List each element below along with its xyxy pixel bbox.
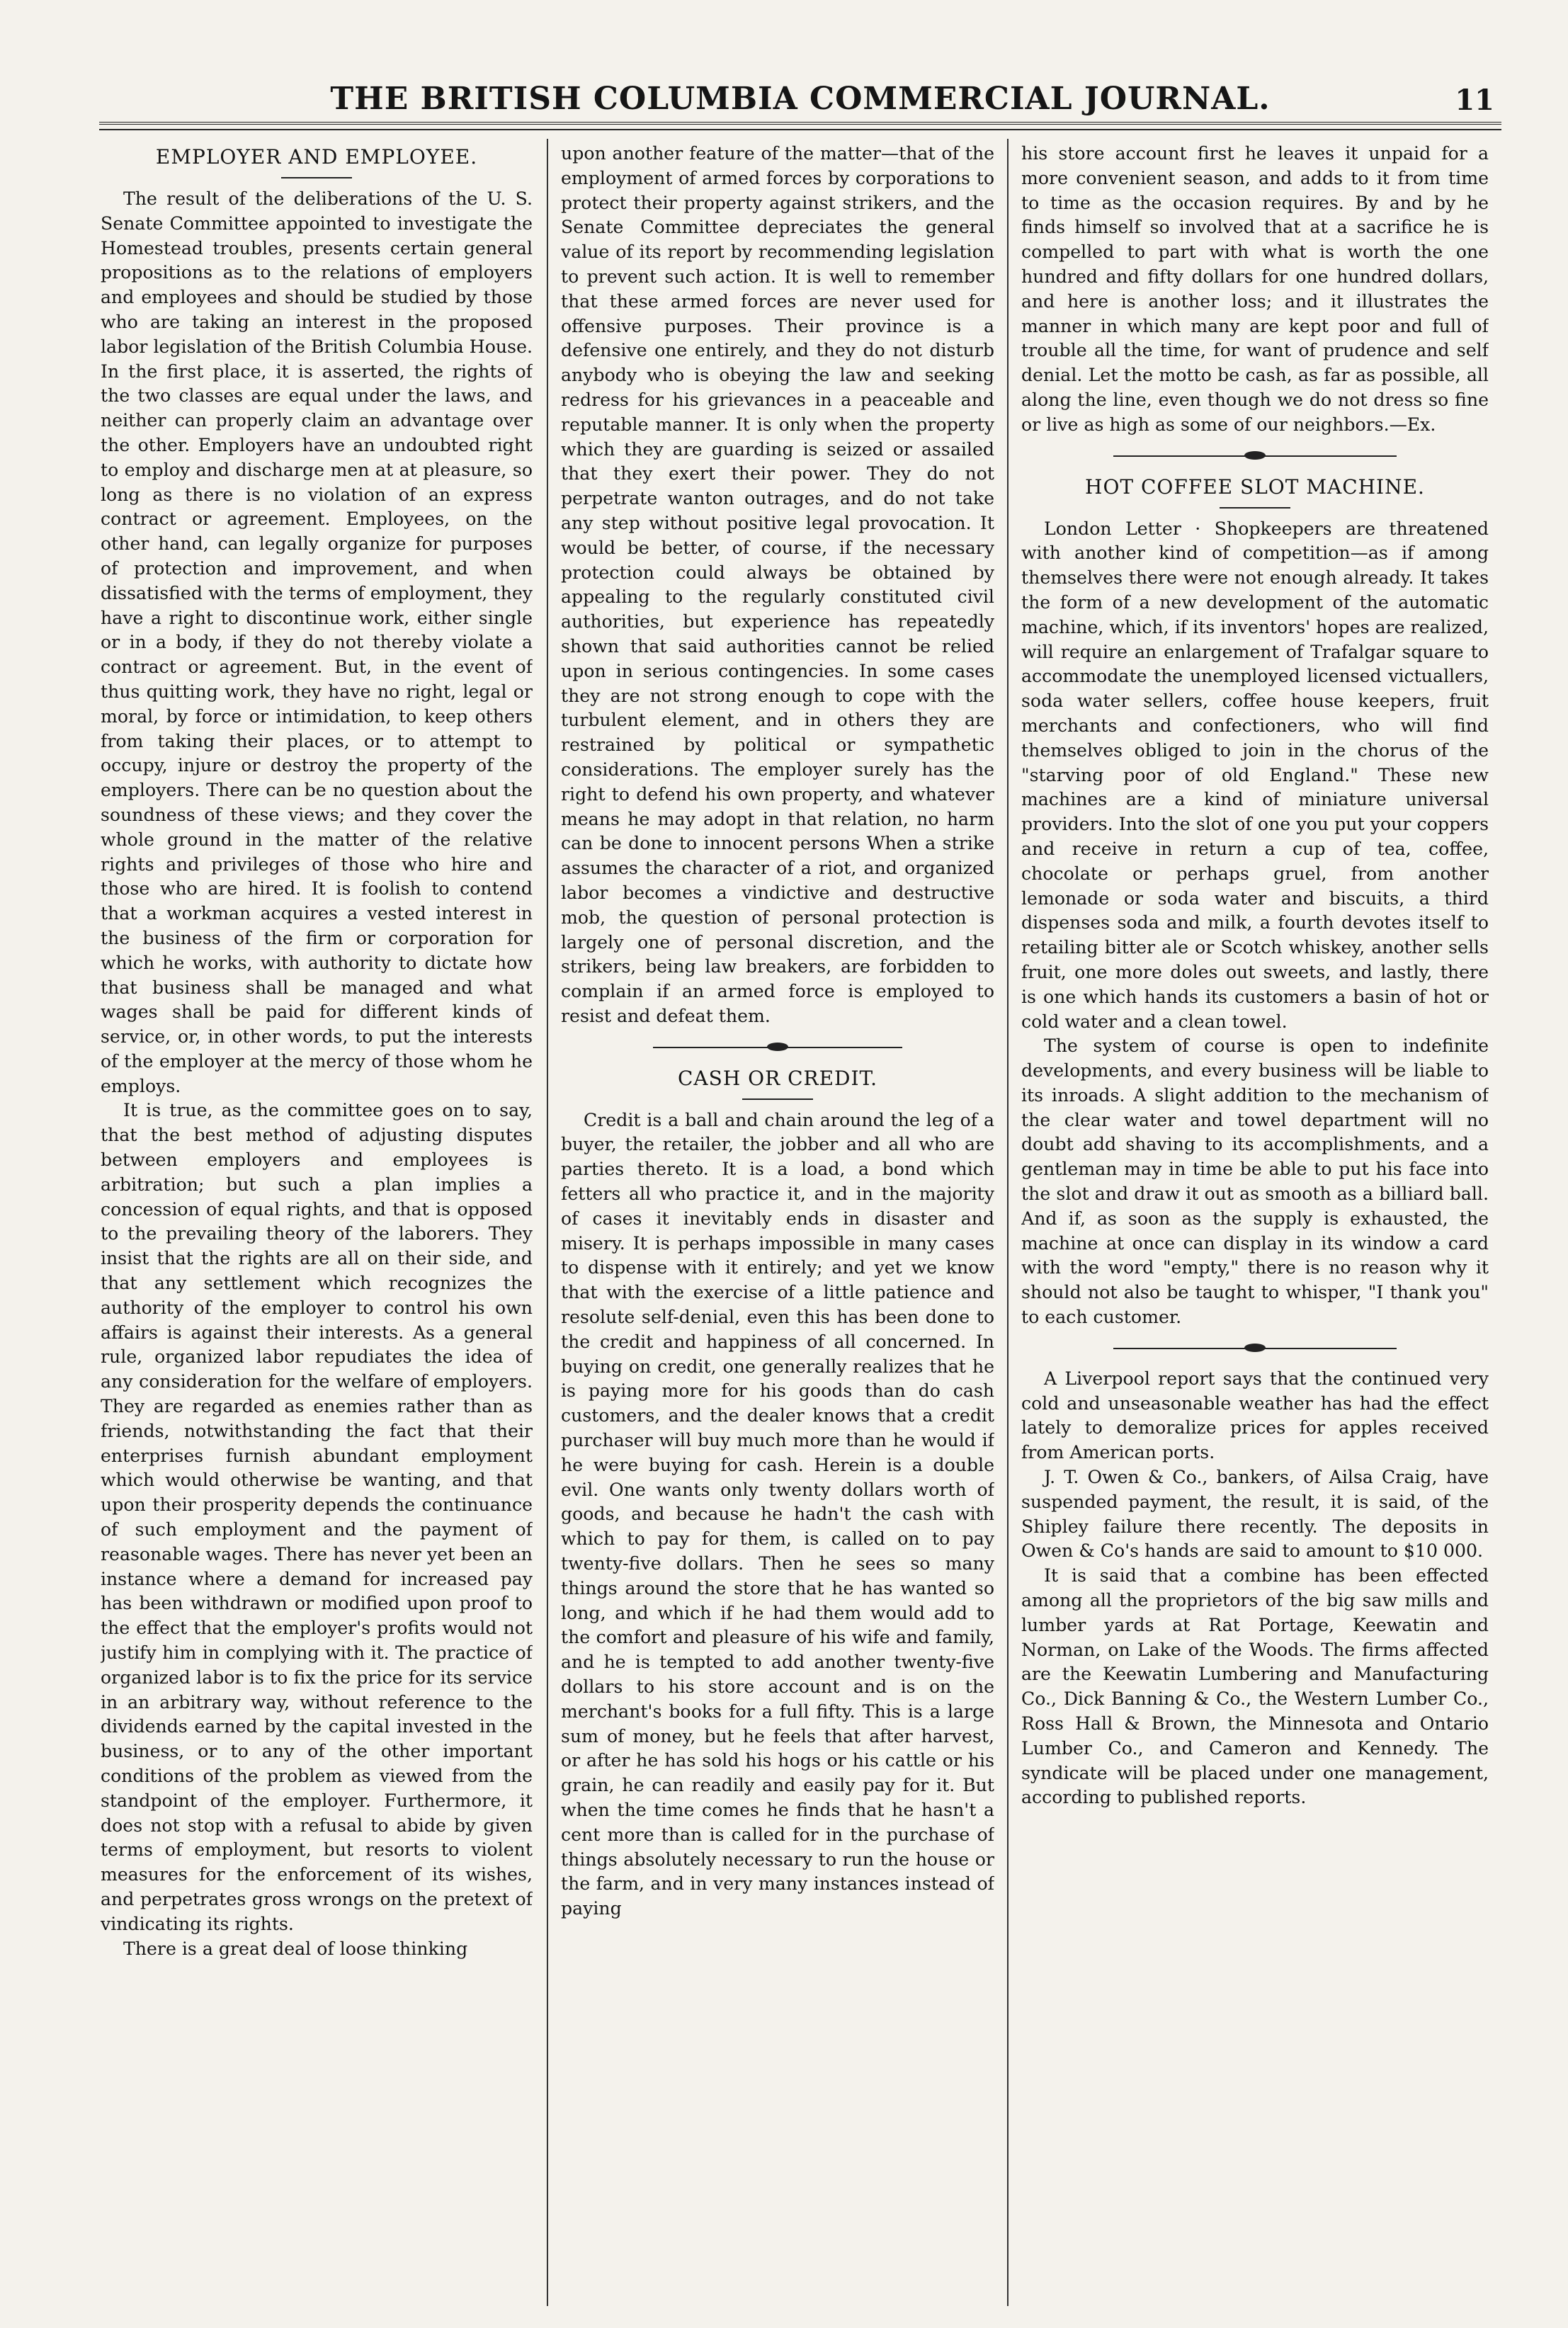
column-2 [561,142,994,2295]
column-divider [1007,139,1009,2306]
section-separator [561,1039,994,1056]
masthead [99,71,1501,120]
article-headline: HOT COFFEE SLOT MACHINE. [1085,475,1425,499]
headline-rule [281,177,352,178]
section-separator [1021,448,1489,465]
article-headline: EMPLOYER AND EMPLOYEE. [155,145,478,169]
article-headline: CASH OR CREDIT. [678,1066,877,1090]
article-paragraph: The result of the deliberations of the U. S. Senate Committee appointed to investigate the Homestead troubles, presents certain general propositions as to the relations of employers and employees and should be studied by those who are taking an interest in the proposed labor legislation of the British Columbia House. In the first place, it is asserted, the rights of the two classes are equal under the laws, and neither can properly claim an advantage over the other. Employers have an undoubted right to employ and discharge men at at pleasure, so long as there is no violation of an express contract or agreement. Employees, on the other hand, can legally organize for purposes of protection and improvement, and when dissatisfied with the terms of employment, they have a right to discontinue work, either single or in a body, if they do not thereby violate a contract or agreement. But, in the event of thus quitting work, they have no right, legal or moral, by force or intimidation, to keep others from taking their places, or to attempt to occupy, injure or destroy the property of the employers. There can be no question about the soundness of these views; and they cover the whole ground in the matter of the relative rights and privileges of those who hire and those who are hired. It is foolish to contend that a workman acquires a vested interest in the business of the firm or corporation for which he works, with authority to dictate how that business shall be managed and what wages shall be paid for different kinds of service, or, in other words, to put the interests of the employer at the mercy of those whom he employs. [101,188,533,1096]
column-3 [1021,142,1489,2295]
journal-title: THE BRITISH COLUMBIA COMMERCIAL JOURNAL. [330,81,1271,117]
article-paragraph: London Letter · Shopkeepers are threatened with another kind of competition—as if among themselves there were not enough already. It takes the form of a new development of the automatic machine, which, if its inventors' hopes are realized, will require an enlargement of Trafalgar square to accommodate the unemployed licensed victuallers, soda water sellers, coffee house keepers, fruit merchants and confectioners, who will find themselves obliged to join in the chorus of the "starving poor of old England." These new machines are a kind of miniature universal providers. Into the slot of one you put your coppers and receive in return a cup of tea, coffee, chocolate or perhaps gruel, from another lemonade or soda water and biscuits, a third dispenses soda and milk, a fourth devotes itself to retailing bitter ale or Scotch whiskey, another sells fruit, one more doles out sweets, and lastly, there is one which hands its customers a basin of hot or cold water and a clean towel. [1021,518,1489,1032]
column-1 [101,142,533,2295]
article-paragraph: Credit is a ball and chain around the leg of a buyer, the retailer, the jobber and all who are parties thereto. It is a load, a bond which fetters all who practice it, and in the majority of cases it inevitably ends in disaster and misery. It is perhaps impossible in many cases to dispense with it entirely; and yet we know that with the exercise of a little patience and resolute self-denial, even this has been done to the credit and happiness of all concerned. In buying on credit, one generally realizes that he is paying more for his goods than do cash customers, and the dealer knows that a credit purchaser will buy much more than he would if he were buying for cash. Herein is a double evil. One wants only twenty dollars worth of goods, and because he hadn't the cash with which to pay for them, is called on to pay twenty-five dollars. Then he sees so many things around the store that he has wanted so long, and which if he had them would add to the comfort and pleasure of his wife and family, and he is tempted to add another twenty-five dollars to his store account and is on the merchant's books for a full fifty. This is a large sum of money, but he feels that after harvest, or after he has sold his hogs or his cattle or his grain, he can readily and easily pay for it. But when the time comes he finds that he hasn't a cent more than is called for in the purchase of things absolutely necessary to run the house or the farm, and in very many instances instead of paying [561,1109,994,1919]
news-note: A Liverpool report says that the continued very cold and unseasonable weather has had the effect lately to demoralize prices for apples received from American ports. [1021,1368,1489,1463]
section-separator [1021,1340,1489,1357]
article-paragraph: his store account first he leaves it unpaid for a more convenient season, and adds to it from time to time as the occasion requires. By and by he finds himself so involved that at a sacrifice he is compelled to part with what is worth the one hundred and fifty dollars for one hundred dollars, and here is another loss; and it illustrates the manner in which many are kept poor and full of trouble all the time, for want of prudence and self denial. Let the motto be cash, as far as possible, all along the line, even though we do not dress so fine or live as high as some of our neighbors.—Ex. [1021,143,1489,435]
article-paragraph: It is true, as the committee goes on to say, that the best method of adjusting disputes between employers and employees is arbitration; but such a plan implies a concession of equal rights, and that is opposed to the prevailing theory of the laborers. They insist that the rights are all on their side, and that any settlement which recognizes the authority of the employer to control his own affairs is against their interests. As a general rule, organized labor repudiates the idea of any consideration for the welfare of employers. They are regarded as enemies rather than as friends, notwithstanding the fact that their enterprises furnish abundant employment which would otherwise be wanting, and that upon their prosperity depends the continuance of such employment and the payment of reasonable wages. There has never yet been an instance where a demand for increased pay has been withdrawn or modified upon proof to the effect that the employer's profits would not justify him in complying with it. The practice of organized labor is to fix the price for its service in an arbitrary way, without reference to the dividends earned by the capital invested in the business, or to any of the other important conditions of the problem as viewed from the standpoint of the employer. Furthermore, it does not stop with a refusal to abide by given terms of employment, but resorts to violent measures for the enforcement of its wishes, and perpetrates gross wrongs on the pretext of vindicating its rights. [101,1100,533,1934]
headline-rule [742,1098,813,1100]
news-note: It is said that a combine has been effected among all the proprietors of the big saw mills and lumber yards at Rat Portage, Keewatin and Norman, on Lake of the Woods. The firms affected are the Keewatin Lumbering and Manufacturing Co., Dick Banning & Co., the Western Lumber Co., Ross Hall & Brown, the Minnesota and Ontario Lumber Co., and Cameron and Kennedy. The syndicate will be placed under one management, according to published reports. [1021,1565,1489,1808]
headline-rule [1220,507,1290,509]
header-rule-thin [99,129,1501,130]
news-note: J. T. Owen & Co., bankers, of Ailsa Craig, have suspended payment, the result, it is said, of the Shipley failure there recently. The deposits in Owen & Co's hands are said to amount to $10 000. [1021,1467,1489,1562]
article-paragraph: upon another feature of the matter—that of the employment of armed forces by corporations to protect their property against strikers, and the Senate Committee depreciates the general value of its report by recommending legislation to prevent such action. It is well to remember that these armed forces are never used for offensive purposes. Their province is a defensive one entirely, and they do not disturb anybody who is obeying the law and seeking redress for his grievances in a peaceable and reputable manner. It is only when the property which they are guarding is seized or assailed that they exert their power. They do not perpetrate wanton outrages, and do not take any step without positive legal provocation. It would be better, of course, if the necessary protection could always be obtained by appealing to the regularly constituted civil authorities, but experience has repeatedly shown that said authorities cannot be relied upon in serious contingencies. In some cases they are not strong enough to cope with the turbulent element, and in others they are restrained by political or sympathetic considerations. The employer surely has the right to defend his own property, and whatever means he may adopt in that relation, no harm can be done to innocent persons When a strike assumes the character of a riot, and organized labor becomes a vindictive and destructive mob, the question of personal protection is largely one of personal discretion, and the strikers, being law breakers, are forbidden to complain if an armed force is employed to resist and defeat them. [561,143,994,1026]
page-number: 11 [1455,84,1494,117]
column-divider [547,139,548,2306]
article-paragraph: The system of course is open to indefinite developments, and every business will be liable to its inroads. A slight addition to the mechanism of the clear water and towel department will no doubt add shaving to its accomplishments, and a gentleman may in time be able to put his face into the slot and draw it out as smooth as a billiard ball. And if, as soon as the supply is exhausted, the machine at once can display in its window a card with the word "empty," there is no reason why it should not also be taught to whisper, "I thank you" to each customer. [1021,1035,1489,1328]
article-paragraph: There is a great deal of loose thinking [123,1938,468,1959]
header-rule [99,122,1501,125]
